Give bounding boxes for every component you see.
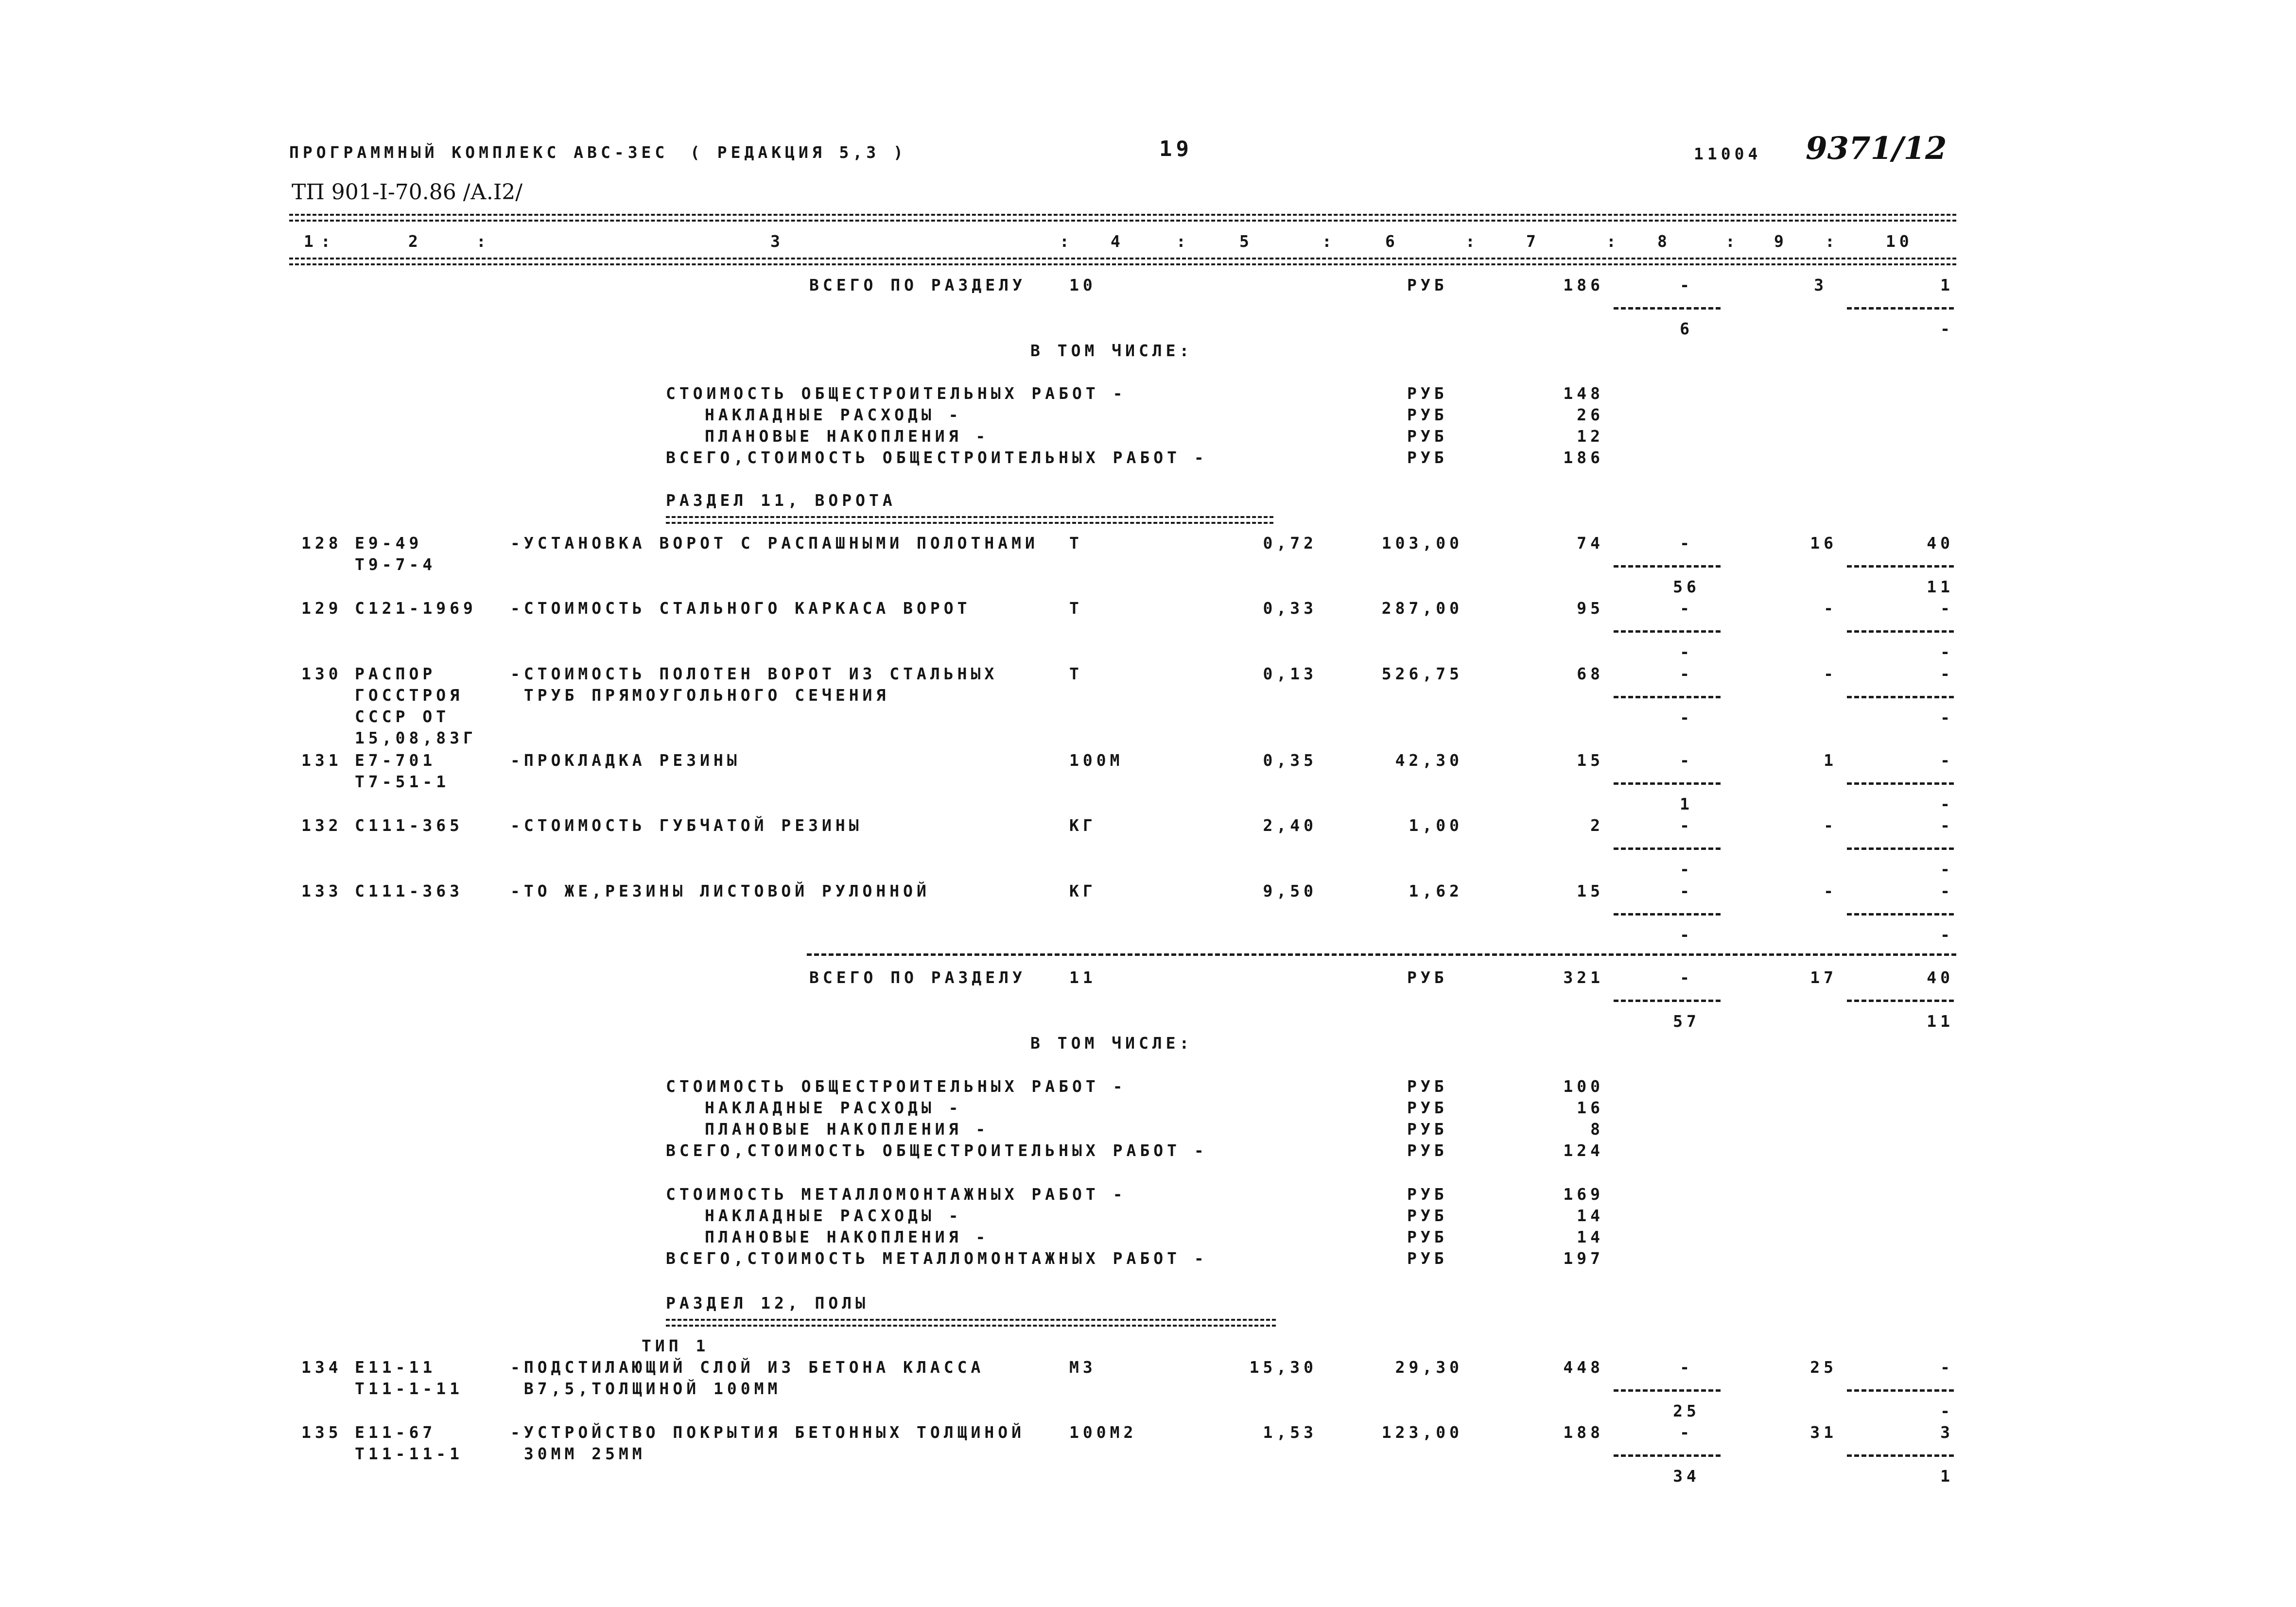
col-6: 6 bbox=[1385, 232, 1399, 251]
row-code: 15,08,83Г bbox=[355, 728, 477, 747]
document-code: 11004 bbox=[1694, 144, 1762, 163]
doc-reference: ТП 901-I-70.86 /А.I2/ bbox=[292, 180, 523, 205]
col-5: 5 bbox=[1239, 232, 1253, 251]
row-price: 287,00 bbox=[1381, 599, 1463, 618]
breakdown-value: 14 bbox=[1577, 1227, 1604, 1246]
row-total: 448 bbox=[1563, 1358, 1604, 1377]
row-code: СССР ОТ bbox=[355, 707, 450, 726]
row-description: -УСТАНОВКА ВОРОТ С РАСПАШНЫМИ ПОЛОТНАМИ bbox=[510, 534, 1039, 553]
row-c8-bottom: - bbox=[1680, 642, 1693, 661]
section-11-underline bbox=[666, 516, 1273, 524]
breakdown-label: НАКЛАДНЫЕ РАСХОДЫ - bbox=[705, 405, 962, 424]
row-total: 188 bbox=[1563, 1423, 1604, 1442]
summary-c8-bottom: 57 bbox=[1673, 1012, 1700, 1031]
section-12-title: РАЗДЕЛ 12, ПОЛЫ bbox=[666, 1294, 870, 1313]
col-8: 8 bbox=[1657, 232, 1671, 251]
col-1: 1 bbox=[304, 232, 317, 251]
breakdown-unit: РУБ bbox=[1407, 405, 1448, 424]
breakdown-value: 148 bbox=[1563, 384, 1604, 403]
col-3: 3 bbox=[770, 232, 784, 251]
row-c9: - bbox=[1824, 664, 1837, 683]
breakdown-unit: РУБ bbox=[1407, 1120, 1448, 1139]
including-label: В ТОМ ЧИСЛЕ: bbox=[1030, 341, 1193, 360]
row-c9: - bbox=[1824, 881, 1837, 900]
row-price: 1,00 bbox=[1409, 816, 1463, 835]
row-c10-bottom: - bbox=[1940, 708, 1954, 727]
summary-c10: 40 bbox=[1927, 968, 1954, 987]
breakdown-value: 100 bbox=[1563, 1077, 1604, 1096]
breakdown-label: СТОИМОСТЬ ОБЩЕСТРОИТЕЛЬНЫХ РАБОТ - bbox=[666, 1077, 1127, 1096]
breakdown-label: ВСЕГО,СТОИМОСТЬ ОБЩЕСТРОИТЕЛЬНЫХ РАБОТ - bbox=[666, 448, 1208, 467]
breakdown-value: 8 bbox=[1590, 1120, 1604, 1139]
col-9: 9 bbox=[1774, 232, 1788, 251]
row-code: Т11-1-11 bbox=[355, 1379, 463, 1398]
section-12-underline bbox=[666, 1319, 1276, 1327]
summary-section: 10 bbox=[1069, 276, 1096, 294]
row-code: Е11-67 bbox=[355, 1423, 436, 1442]
summary-label: ВСЕГО ПО РАЗДЕЛУ bbox=[809, 276, 1026, 294]
row-quantity: 0,35 bbox=[1263, 751, 1317, 770]
row-c10-bottom: - bbox=[1940, 925, 1954, 944]
row-price: 42,30 bbox=[1395, 751, 1463, 770]
row-number: 131 bbox=[301, 751, 342, 770]
row-c10: 3 bbox=[1940, 1423, 1954, 1442]
row-c8: - bbox=[1680, 534, 1693, 553]
row-number: 134 bbox=[301, 1358, 342, 1377]
row-c9: 1 bbox=[1824, 751, 1837, 770]
row-unit: Т bbox=[1069, 664, 1083, 683]
col-7: 7 bbox=[1526, 232, 1540, 251]
page-number: 19 bbox=[1159, 137, 1193, 161]
row-total: 2 bbox=[1590, 816, 1604, 835]
row-number: 135 bbox=[301, 1423, 342, 1442]
row-quantity: 2,40 bbox=[1263, 816, 1317, 835]
breakdown-label: ВСЕГО,СТОИМОСТЬ ОБЩЕСТРОИТЕЛЬНЫХ РАБОТ - bbox=[666, 1141, 1208, 1160]
header-rule bbox=[289, 258, 1956, 265]
row-c8: - bbox=[1680, 599, 1693, 618]
row-c8-bottom: - bbox=[1680, 925, 1693, 944]
row-c8: - bbox=[1680, 751, 1693, 770]
summary-c8-bottom: 6 bbox=[1680, 319, 1693, 338]
row-total: 95 bbox=[1577, 599, 1604, 618]
breakdown-value: 169 bbox=[1563, 1185, 1604, 1204]
row-c10-bottom: - bbox=[1940, 795, 1954, 813]
row-c10-bottom: 11 bbox=[1927, 577, 1954, 596]
breakdown-unit: РУБ bbox=[1407, 448, 1448, 467]
row-code: Е7-701 bbox=[355, 751, 436, 770]
row-price: 103,00 bbox=[1381, 534, 1463, 553]
breakdown-label: СТОИМОСТЬ МЕТАЛЛОМОНТАЖНЫХ РАБОТ - bbox=[666, 1185, 1127, 1204]
summary-c7: 321 bbox=[1563, 968, 1604, 987]
row-code: Т7-51-1 bbox=[355, 772, 450, 791]
row-description: 30ММ 25ММ bbox=[510, 1444, 646, 1463]
summary-c10-bottom: - bbox=[1940, 319, 1954, 338]
row-code: Т9-7-4 bbox=[355, 555, 436, 574]
row-code: С111-365 bbox=[355, 816, 463, 835]
summary-rule bbox=[807, 953, 1956, 956]
breakdown-unit: РУБ bbox=[1407, 1141, 1448, 1160]
row-description: ТРУБ ПРЯМОУГОЛЬНОГО СЕЧЕНИЯ bbox=[510, 686, 890, 705]
row-description: -СТОИМОСТЬ ГУБЧАТОЙ РЕЗИНЫ bbox=[510, 816, 863, 835]
row-quantity: 9,50 bbox=[1263, 881, 1317, 900]
row-c10: - bbox=[1940, 664, 1954, 683]
row-description: -ПОДСТИЛАЮЩИЙ СЛОЙ ИЗ БЕТОНА КЛАССА bbox=[510, 1358, 985, 1377]
row-number: 129 bbox=[301, 599, 342, 618]
edition-label: ( РЕДАКЦИЯ 5,3 ) bbox=[690, 143, 907, 162]
row-description: -УСТРОЙСТВО ПОКРЫТИЯ БЕТОННЫХ ТОЛЩИНОЙ bbox=[510, 1423, 1025, 1442]
row-c10: - bbox=[1940, 599, 1954, 618]
row-c8-bottom: 56 bbox=[1673, 577, 1700, 596]
breakdown-unit: РУБ bbox=[1407, 1098, 1448, 1117]
row-c9: 31 bbox=[1810, 1423, 1837, 1442]
row-unit: Т bbox=[1069, 599, 1083, 618]
breakdown-label: НАКЛАДНЫЕ РАСХОДЫ - bbox=[705, 1206, 962, 1225]
row-total: 15 bbox=[1577, 881, 1604, 900]
row-number: 132 bbox=[301, 816, 342, 835]
row-total: 68 bbox=[1577, 664, 1604, 683]
breakdown-unit: РУБ bbox=[1407, 1227, 1448, 1246]
summary-label: ВСЕГО ПО РАЗДЕЛУ bbox=[809, 968, 1026, 987]
row-total: 74 bbox=[1577, 534, 1604, 553]
summary-section: 11 bbox=[1069, 968, 1096, 987]
row-code: РАСПОР bbox=[355, 664, 436, 683]
row-price: 1,62 bbox=[1409, 881, 1463, 900]
row-c8: - bbox=[1680, 664, 1693, 683]
col-4: 4 bbox=[1111, 232, 1124, 251]
col-10: 10 bbox=[1886, 232, 1913, 251]
summary-unit: РУБ bbox=[1407, 968, 1448, 987]
row-c8-bottom: - bbox=[1680, 708, 1693, 727]
summary-c10-bottom: 11 bbox=[1927, 1012, 1954, 1031]
breakdown-label: ВСЕГО,СТОИМОСТЬ МЕТАЛЛОМОНТАЖНЫХ РАБОТ - bbox=[666, 1249, 1208, 1268]
breakdown-label: НАКЛАДНЫЕ РАСХОДЫ - bbox=[705, 1098, 962, 1117]
row-code: Е11-11 bbox=[355, 1358, 436, 1377]
breakdown-value: 186 bbox=[1563, 448, 1604, 467]
row-c10: - bbox=[1940, 1358, 1954, 1377]
row-c8-bottom: 34 bbox=[1673, 1467, 1700, 1486]
row-quantity: 0,13 bbox=[1263, 664, 1317, 683]
row-c10-bottom: - bbox=[1940, 642, 1954, 661]
breakdown-unit: РУБ bbox=[1407, 384, 1448, 403]
row-code: С111-363 bbox=[355, 881, 463, 900]
row-quantity: 0,72 bbox=[1263, 534, 1317, 553]
row-c8-bottom: 1 bbox=[1680, 795, 1693, 813]
breakdown-value: 16 bbox=[1577, 1098, 1604, 1117]
row-number: 130 bbox=[301, 664, 342, 683]
program-title: ПРОГРАММНЫЙ КОМПЛЕКС АВС-ЗЕС bbox=[289, 143, 669, 162]
breakdown-unit: РУБ bbox=[1407, 1185, 1448, 1204]
breakdown-unit: РУБ bbox=[1407, 1249, 1448, 1268]
row-c8: - bbox=[1680, 881, 1693, 900]
row-price: 29,30 bbox=[1395, 1358, 1463, 1377]
row-description: -СТОИМОСТЬ ПОЛОТЕН ВОРОТ ИЗ СТАЛЬНЫХ bbox=[510, 664, 998, 683]
row-c10-bottom: - bbox=[1940, 1401, 1954, 1420]
row-description: В7,5,ТОЛЩИНОЙ 100ММ bbox=[510, 1379, 782, 1398]
row-c10-bottom: - bbox=[1940, 860, 1954, 879]
row-quantity: 15,30 bbox=[1249, 1358, 1317, 1377]
row-c8: - bbox=[1680, 1423, 1693, 1442]
breakdown-value: 26 bbox=[1577, 405, 1604, 424]
top-rule bbox=[289, 214, 1956, 222]
breakdown-label: ПЛАНОВЫЕ НАКОПЛЕНИЯ - bbox=[705, 1120, 990, 1139]
row-unit: 100М2 bbox=[1069, 1423, 1137, 1442]
row-c8-bottom: - bbox=[1680, 860, 1693, 879]
breakdown-value: 14 bbox=[1577, 1206, 1604, 1225]
type-label: ТИП 1 bbox=[642, 1336, 710, 1355]
summary-c10: 1 bbox=[1940, 276, 1954, 294]
row-c10: - bbox=[1940, 751, 1954, 770]
row-c8: - bbox=[1680, 1358, 1693, 1377]
summary-c9: 3 bbox=[1814, 276, 1827, 294]
row-number: 133 bbox=[301, 881, 342, 900]
row-quantity: 0,33 bbox=[1263, 599, 1317, 618]
row-quantity: 1,53 bbox=[1263, 1423, 1317, 1442]
breakdown-label: ПЛАНОВЫЕ НАКОПЛЕНИЯ - bbox=[705, 427, 990, 446]
row-c9: - bbox=[1824, 816, 1837, 835]
row-number: 128 bbox=[301, 534, 342, 553]
breakdown-value: 124 bbox=[1563, 1141, 1604, 1160]
row-c9: - bbox=[1824, 599, 1837, 618]
row-c10-bottom: 1 bbox=[1940, 1467, 1954, 1486]
row-unit: КГ bbox=[1069, 881, 1096, 900]
row-c8: - bbox=[1680, 816, 1693, 835]
row-unit: М3 bbox=[1069, 1358, 1096, 1377]
row-c9: 25 bbox=[1810, 1358, 1837, 1377]
handwritten-number: 9371/12 bbox=[1806, 130, 1947, 167]
row-total: 15 bbox=[1577, 751, 1604, 770]
row-unit: КГ bbox=[1069, 816, 1096, 835]
row-price: 526,75 bbox=[1381, 664, 1463, 683]
row-description: -ТО ЖЕ,РЕЗИНЫ ЛИСТОВОЙ РУЛОННОЙ bbox=[510, 881, 930, 900]
row-description: -ПРОКЛАДКА РЕЗИНЫ bbox=[510, 751, 741, 770]
breakdown-value: 12 bbox=[1577, 427, 1604, 446]
row-c8-bottom: 25 bbox=[1673, 1401, 1700, 1420]
summary-unit: РУБ bbox=[1407, 276, 1448, 294]
row-unit: Т bbox=[1069, 534, 1083, 553]
row-c10: - bbox=[1940, 816, 1954, 835]
summary-c9: 17 bbox=[1810, 968, 1837, 987]
document-page: ПРОГРАММНЫЙ КОМПЛЕКС АВС-ЗЕС ( РЕДАКЦИЯ 5,3 ) 19 11004 9371/12 ТП 901-I-70.86 /А.I2/ 1 : 2 : 3 : 4 : 5 : 6 : 7 : 8 : 9 : 10 ВСЕГО ПО РАЗДЕЛУ 10 РУБ 186 - 6 3 1 - В ТОМ ЧИСЛЕ: СТОИМОСТЬ ОБЩЕСТРОИТЕЛЬНЫХ РАБОТ - РУБ 148 НАКЛАДНЫЕ РАСХОДЫ - РУБ 26 ПЛАНОВЫЕ НАКОПЛЕНИЯ - РУБ 12 ВСЕГО,СТОИМОСТЬ ОБЩЕСТРОИТЕЛЬНЫХ РАБОТ - РУБ 186 РАЗДЕЛ 11, ВОРОТА 128 Е9-49 Т9-7-4 -УСТАНОВКА ВОРОТ С РАСПАШНЫМИ ПОЛОТНАМИ Т 0,72 103,00 74 - 56 16 40 11 129 С121-1969 -СТОИМОСТЬ СТАЛЬНОГО КАРКАСА ВОРОТ Т 0,33 287,00 95 - - - - - 130 РАСПОР ГОССТРОЯ СССР ОТ 15,08,83Г -СТОИМОСТЬ ПОЛОТЕН ВОРОТ ИЗ СТАЛЬНЫХ ТРУБ ПРЯМОУГОЛЬНОГО СЕЧЕНИЯ Т 0,13 526,75 68 - - - - - 131 Е7-701 Т7-51-1 -ПРОКЛАДКА РЕЗИНЫ 100М 0,35 42,30 15 - 1 1 - - 132 С111-365 -СТОИМОСТЬ ГУБЧАТОЙ РЕЗИНЫ КГ 2,40 1,00 2 - - - - - 133 С111-363 -ТО ЖЕ,РЕЗИНЫ ЛИСТОВОЙ РУЛОННОЙ КГ 9,50 1,62 15 - - - - - ВСЕГО ПО РАЗДЕЛУ 11 РУБ 321 - 57 17 40 11 В ТОМ ЧИСЛЕ: СТОИМОСТЬ ОБЩЕСТРОИТЕЛЬНЫХ РАБОТ - РУБ 100 НАКЛАДНЫЕ РАСХОДЫ - РУБ 16 ПЛАНОВЫЕ НАКОПЛЕНИЯ - РУБ 8 ВСЕГО,СТОИМОСТЬ ОБЩЕСТРОИТЕЛЬНЫХ РАБОТ - РУБ 124 СТОИМОСТЬ МЕТАЛЛОМОНТАЖНЫХ РАБОТ - РУБ 169 НАКЛАДНЫЕ РАСХОДЫ - РУБ 14 ПЛАНОВЫЕ НАКОПЛЕНИЯ - РУБ 14 ВСЕГО,СТОИМОСТЬ МЕТАЛЛОМОНТАЖНЫХ РАБОТ - РУБ 197 РАЗДЕЛ 12, ПОЛЫ ТИП 1 134 Е11-11 Т11-1-11 -ПОДСТИЛАЮЩИЙ СЛОЙ ИЗ БЕТОНА КЛАССА В7,5,ТОЛЩИНОЙ 100ММ М3 15,30 29,30 448 - 25 25 - - 135 Е11-67 Т11-11-1 -УСТРОЙСТВО ПОКРЫТИЯ БЕТОННЫХ ТОЛЩИНОЙ 30ММ 25ММ 100М2 1,53 123,00 188 - 34 31 3 1 bbox=[0, 0, 2296, 1607]
row-code: ГОССТРОЯ bbox=[355, 686, 463, 705]
breakdown-label: ПЛАНОВЫЕ НАКОПЛЕНИЯ - bbox=[705, 1227, 990, 1246]
row-code: Е9-49 bbox=[355, 534, 423, 553]
row-description: -СТОИМОСТЬ СТАЛЬНОГО КАРКАСА ВОРОТ bbox=[510, 599, 971, 618]
summary-c7: 186 bbox=[1563, 276, 1604, 294]
summary-c8: - bbox=[1680, 968, 1693, 987]
row-c10: - bbox=[1940, 881, 1954, 900]
including-label: В ТОМ ЧИСЛЕ: bbox=[1030, 1034, 1193, 1053]
row-code: С121-1969 bbox=[355, 599, 477, 618]
section-11-title: РАЗДЕЛ 11, ВОРОТА bbox=[666, 491, 896, 510]
breakdown-unit: РУБ bbox=[1407, 427, 1448, 446]
row-code: Т11-11-1 bbox=[355, 1444, 463, 1463]
row-c9: 16 bbox=[1810, 534, 1837, 553]
breakdown-unit: РУБ bbox=[1407, 1077, 1448, 1096]
row-unit: 100М bbox=[1069, 751, 1124, 770]
breakdown-value: 197 bbox=[1563, 1249, 1604, 1268]
row-price: 123,00 bbox=[1381, 1423, 1463, 1442]
row-c10: 40 bbox=[1927, 534, 1954, 553]
breakdown-label: СТОИМОСТЬ ОБЩЕСТРОИТЕЛЬНЫХ РАБОТ - bbox=[666, 384, 1127, 403]
col-2: 2 bbox=[408, 232, 422, 251]
breakdown-unit: РУБ bbox=[1407, 1206, 1448, 1225]
summary-c8: - bbox=[1680, 276, 1693, 294]
